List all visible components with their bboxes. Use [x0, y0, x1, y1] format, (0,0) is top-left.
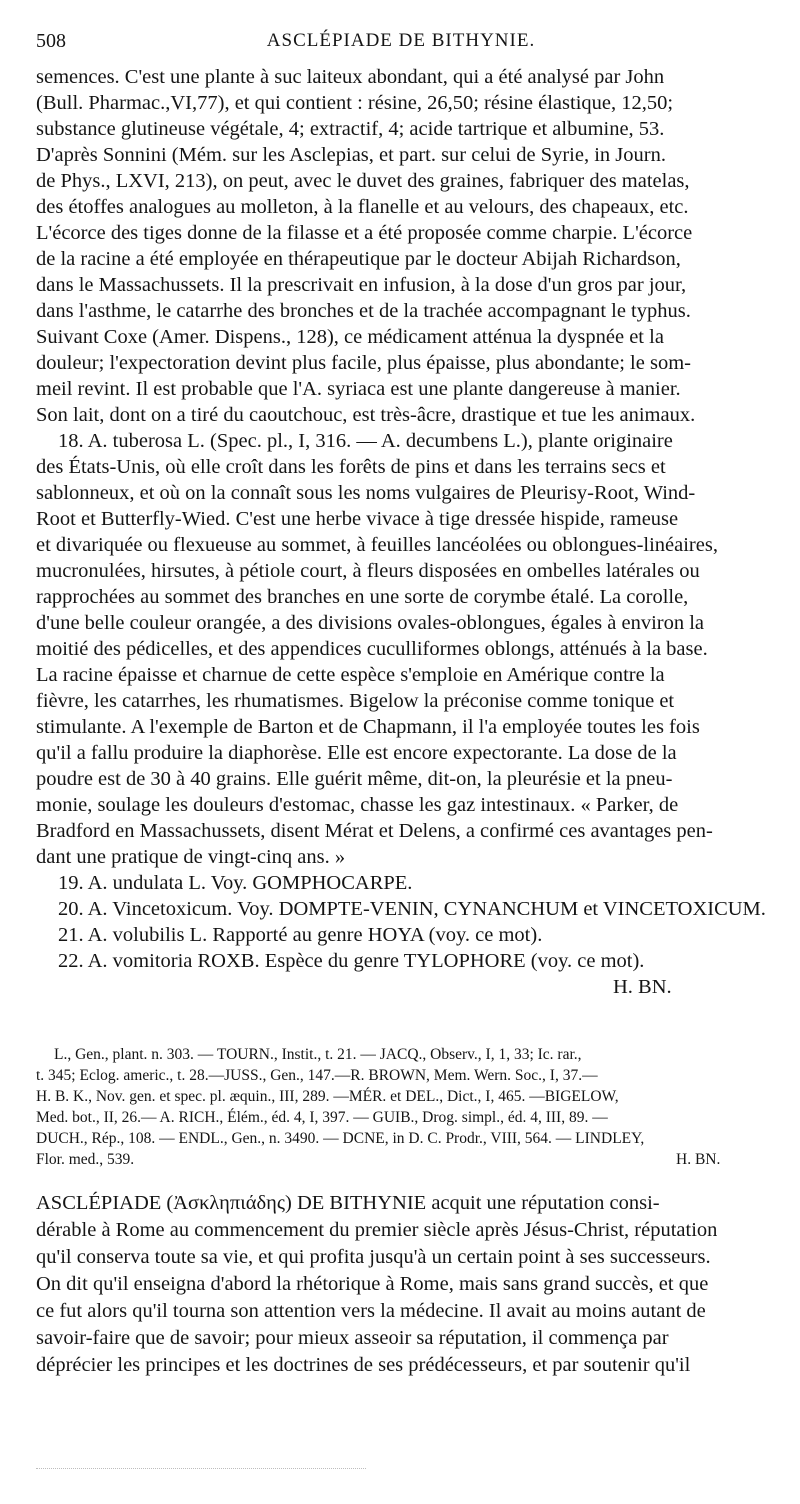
reference-line: L., Gen., plant. n. 303. — TOURN., Instit., t. 21. — JACQ., Observ., I, 1, 33; Ic. rar., [54, 1046, 582, 1063]
text-line: rapprochées au sommet des branches en une sorte de corymbe étalé. La corolle, [36, 586, 689, 608]
text-line: de la racine a été employée en thérapeutique par le docteur Abijah Richardson, [36, 248, 681, 270]
reference-line: DUCH., Rép., 108. — ENDL., Gen., n. 3490. — DCNE, in D. C. Prodr., VIII, 564. — LINDLEY, [36, 1130, 645, 1147]
text-line: qu'il a fallu produire la diaphorèse. Elle est encore expectorante. La dose de la [36, 742, 677, 764]
text-line: poudre est de 30 à 40 grains. Elle guérit même, dit-on, la pleurésie et la pneu- [36, 768, 673, 790]
article-line: déprécier les principes et les doctrines de ses prédécesseurs, et par soutenir qu'il [36, 1354, 691, 1376]
text-line: dans l'asthme, le catarrhe des bronches et de la trachée accompagnant le typhus. [36, 300, 691, 322]
author-signature: H. BN. [676, 1151, 721, 1168]
article-line: On dit qu'il enseigna d'abord la rhétorique à Rome, mais sans grand succès, et que [36, 1273, 709, 1295]
text-line: 18. A. tuberosa L. (Spec. pl., I, 316. — A. decumbens L.), plante originaire [58, 430, 673, 452]
text-line: douleur; l'expectoration devint plus facile, plus épaisse, plus abondante; le som- [36, 352, 691, 374]
text-line: 22. A. vomitoria ROXB. Espèce du genre TYLOPHORE (voy. ce mot). [58, 950, 645, 972]
text-line: La racine épaisse et charnue de cette espèce s'emploie en Amérique contre la [36, 664, 665, 686]
page-number: 508 [36, 30, 66, 52]
article-line: savoir-faire que de savoir; pour mieux asseoir sa réputation, il commença par [36, 1327, 669, 1349]
text-line: substance glutineuse végétale, 4; extractif, 4; acide tartrique et albumine, 53. [36, 118, 665, 140]
reference-line: t. 345; Eclog. americ., t. 28.—JUSS., Gen., 147.—R. BROWN, Mem. Wern. Soc., I, 37.— [36, 1067, 598, 1084]
text-line: mucronulées, hirsutes, à pétiole court, à fleurs disposées en ombelles latérales ou [36, 560, 700, 582]
text-line: semences. C'est une plante à suc laiteux abondant, qui a été analysé par John [36, 66, 665, 88]
text-line: (Bull. Pharmac.,VI,77), et qui contient : résine, 26,50; résine élastique, 12,50; [36, 92, 674, 114]
text-line: meil revint. Il est probable que l'A. syriaca est une plante dangereuse à manier. [36, 378, 681, 400]
text-line: moitié des pédicelles, et des appendices cuculliformes oblongs, atténués à la base. [36, 638, 708, 660]
text-line: stimulante. A l'exemple de Barton et de Chapmann, il l'a employée toutes les fois [36, 716, 700, 738]
text-line: Son lait, dont on a tiré du caoutchouc, est très-âcre, drastique et tue les animaux. [36, 404, 696, 426]
text-line: Root et Butterfly-Wied. C'est une herbe vivace à tige dressée hispide, rameuse [36, 508, 679, 530]
text-line: L'écorce des tiges donne de la filasse et a été proposée comme charpie. L'écorce [36, 222, 693, 244]
page-header [36, 30, 766, 60]
reference-line: H. B. K., Nov. gen. et spec. pl. æquin., III, 289. —MÉR. et DEL., Dict., I, 465. —BIGELOW, [36, 1088, 619, 1105]
text-line: d'une belle couleur orangée, a des divisions ovales-oblongues, égales à environ la [36, 612, 705, 634]
text-line: monie, soulage les douleurs d'estomac, chasse les gaz intestinaux. « Parker, de [36, 794, 679, 816]
text-line: fièvre, les catarrhes, les rhumatismes. Bigelow la préconise comme tonique et [36, 690, 675, 712]
author-signature: H. BN. [613, 976, 672, 998]
article-line: ASCLÉPIADE (Ἀσκληπιάδης) DE BITHYNIE acquit une réputation consi- [36, 1192, 660, 1214]
text-line: des étoffes analogues au molleton, à la flanelle et au velours, des chapeaux, etc. [36, 196, 689, 218]
text-line: sablonneux, et où on la connaît sous les noms vulgaires de Pleurisy-Root, Wind- [36, 482, 696, 504]
article-line: dérable à Rome au commencement du premier siècle après Jésus-Christ, réputation [36, 1219, 718, 1241]
text-line: 20. A. Vincetoxicum. Voy. DOMPTE-VENIN, CYNANCHUM et VINCETOXICUM. [58, 898, 766, 920]
text-line: D'après Sonnini (Mém. sur les Asclepias, et part. sur celui de Syrie, in Journ. [36, 144, 666, 166]
text-line: dant une pratique de vingt-cinq ans. » [36, 846, 346, 868]
text-line: Suivant Coxe (Amer. Dispens., 128), ce médicament atténua la dyspnée et la [36, 326, 664, 348]
article-line: qu'il conserva toute sa vie, et qui profita jusqu'à un certain point à ses successeurs. [36, 1246, 711, 1268]
reference-line: Med. bot., II, 26.— A. RICH., Élém., éd. 4, I, 397. — GUIB., Drog. simpl., éd. 4, III, 89. — [36, 1109, 608, 1126]
text-line: 19. A. undulata L. Voy. GOMPHOCARPE. [58, 872, 413, 894]
article-line: ce fut alors qu'il tourna son attention vers la médecine. Il avait au moins autant de [36, 1300, 706, 1322]
running-title: ASCLÉPIADE DE BITHYNIE. [266, 30, 536, 51]
text-line: Bradford en Massachussets, disent Mérat et Delens, a confirmé ces avantages pen- [36, 820, 713, 842]
footer-rule [36, 1468, 366, 1469]
text-line: et divariquée ou flexueuse au sommet, à feuilles lancéolées ou oblongues-linéaires, [36, 534, 718, 556]
text-line: des États-Unis, où elle croît dans les forêts de pins et dans les terrains secs et [36, 456, 666, 478]
text-line: dans le Massachussets. Il la prescrivait en infusion, à la dose d'un gros par jour, [36, 274, 687, 296]
text-line: de Phys., LXVI, 213), on peut, avec le duvet des graines, fabriquer des matelas, [36, 170, 690, 192]
reference-line: Flor. med., 539. [36, 1151, 135, 1168]
text-line: 21. A. volubilis L. Rapporté au genre HOYA (voy. ce mot). [58, 924, 543, 946]
